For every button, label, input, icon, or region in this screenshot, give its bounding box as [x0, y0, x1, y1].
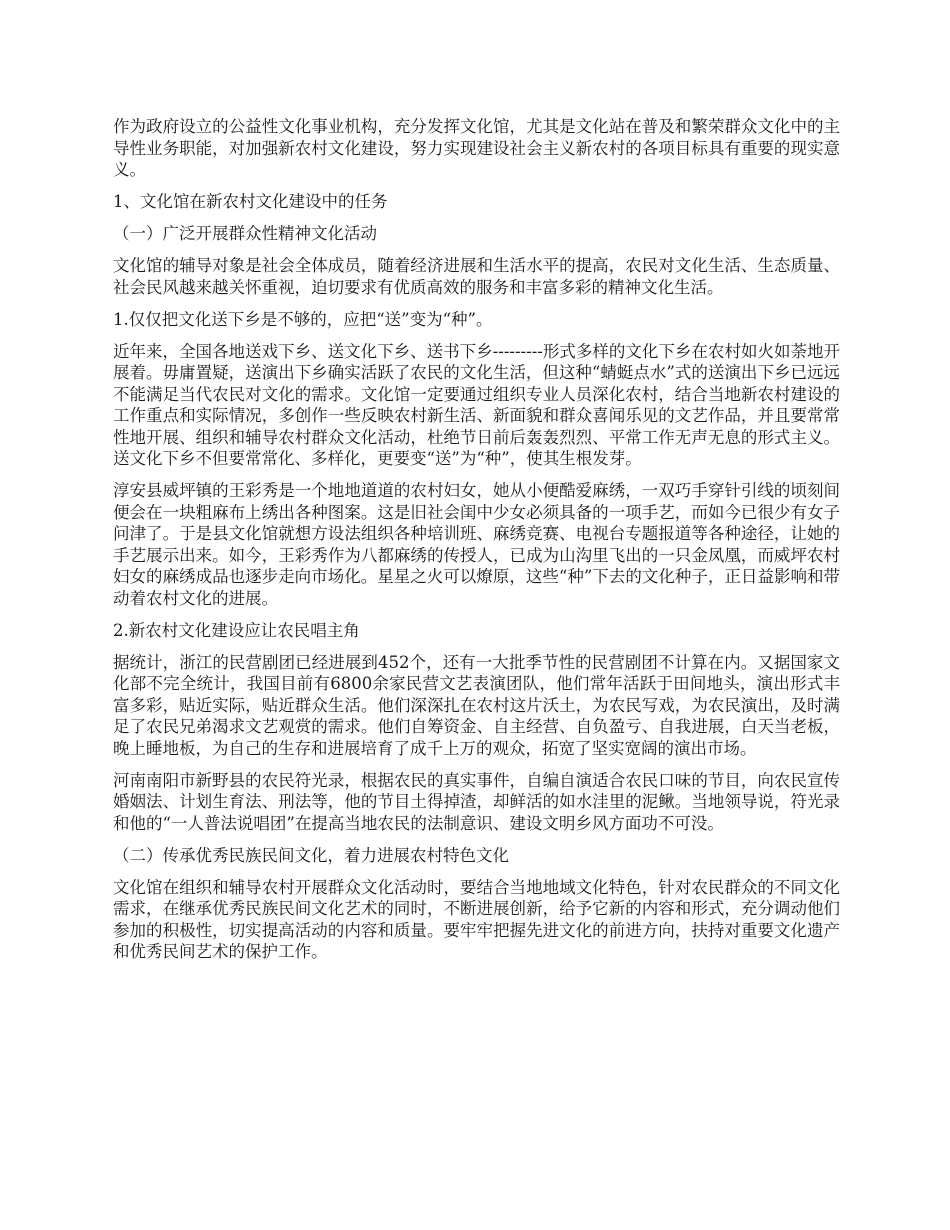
point-2-heading: 2.新农村文化建设应让农民唱主角 — [113, 620, 360, 640]
body-paragraph: 近年来，全国各地送戏下乡、送文化下乡、送书下乡---------形式多样的文化下乡在农村如火如荼地开展着。毋庸置疑，送演出下乡确实活跃了农民的文化生活，但这种“蜻蜓点水”式的送演出下乡已远远不能满足当代农民对文化的需求。文化馆一定要通过组织专业人员深化农村，结合当地新农村建设的工作重点和实际情况，多创作一些反映农村新生活、新面貌和群众喜闻乐见的文艺作品，并且要常常性地开展、组织和辅导农村群众文化活动，杜绝节日前后轰轰烈烈、平常工作无声无息的形式主义。送文化下乡不但要常常化、多样化，更要变“送”为“种”，使其生根发芽。 — [113, 341, 840, 468]
body-paragraph: 据统计，浙江的民营剧团已经进展到452个，还有一大批季节性的民营剧团不计算在内。又据国家文化部不完全统计，我国目前有6800余家民营文艺表演团队，他们常年活跃于田间地头，演出形式丰富多彩，贴近实际，贴近群众生活。他们深深扎在农村这片沃土，为农民写戏，为农民演出，及时满足了农民兄弟渴求文艺观赏的需求。他们自筹资金、自主经营、自负盈亏、自我进展，白天当老板，晚上睡地板，为自己的生存和进展培育了成千上万的观众，拓宽了坚实宽阔的演出市场。 — [113, 652, 840, 758]
body-paragraph: 河南南阳市新野县的农民符光录，根据农民的真实事件，自编自演适合农民口味的节目，向农民宣传婚姻法、计划生育法、刑法等，他的节目土得掉渣，却鲜活的如水洼里的泥鳅。当地领导说，符光录和他的“一人普法说唱团”在提高当地农民的法制意识、建设文明乡风方面功不可没。 — [113, 770, 840, 833]
subsection-2-heading: （二）传承优秀民族民间文化，着力进展农村特色文化 — [113, 845, 509, 865]
body-paragraph: 淳安县威坪镇的王彩秀是一个地地道道的农村妇女，她从小便酷爱麻绣，一双巧手穿针引线的顷刻间便会在一块粗麻布上绣出各种图案。这是旧社会闺中少女必须具备的一项手艺，而如今已很少有女子问津了。于是县文化馆就想方设法组织各种培训班、麻绣竞赛、电视台专题报道等各种途径，让她的手艺展示出来。如今，王彩秀作为八都麻绣的传授人，已成为山沟里飞出的一只金凤凰，而威坪农村妇女的麻绣成品也逐步走向市场化。星星之火可以燎原，这些“种”下去的文化种子，正日益影响和带动着农村文化的进展。 — [113, 481, 840, 608]
point-1-heading: 1.仅仅把文化送下乡是不够的，应把“送”变为“种”。 — [113, 309, 493, 329]
document-body — [113, 116, 840, 973]
intro-paragraph: 作为政府设立的公益性文化事业机构，充分发挥文化馆，尤其是文化站在普及和繁荣群众文化中的主导性业务职能，对加强新农村文化建设，努力实现建设社会主义新农村的各项目标具有重要的现实意义。 — [113, 117, 840, 179]
section-1-heading: 1、文化馆在新农村文化建设中的任务 — [113, 192, 388, 211]
body-paragraph: 文化馆在组织和辅导农村开展群众文化活动时，要结合当地地域文化特色，针对农民群众的不同文化需求，在继承优秀民族民间文化艺术的同时，不断进展创新，给予它新的内容和形式，充分调动他们参加的积极性，切实提高活动的内容和质量。要牢牢把握先进文化的前进方向，扶持对重要文化遗产和优秀民间艺术的保护工作。 — [113, 877, 840, 961]
body-paragraph: 文化馆的辅导对象是社会全体成员，随着经济进展和生活水平的提高，农民对文化生活、生态质量、社会民风越来越关怀重视，迫切要求有优质高效的服务和丰富多彩的精神文化生活。 — [113, 256, 840, 297]
subsection-1-heading: （一）广泛开展群众性精神文化活动 — [113, 224, 377, 243]
